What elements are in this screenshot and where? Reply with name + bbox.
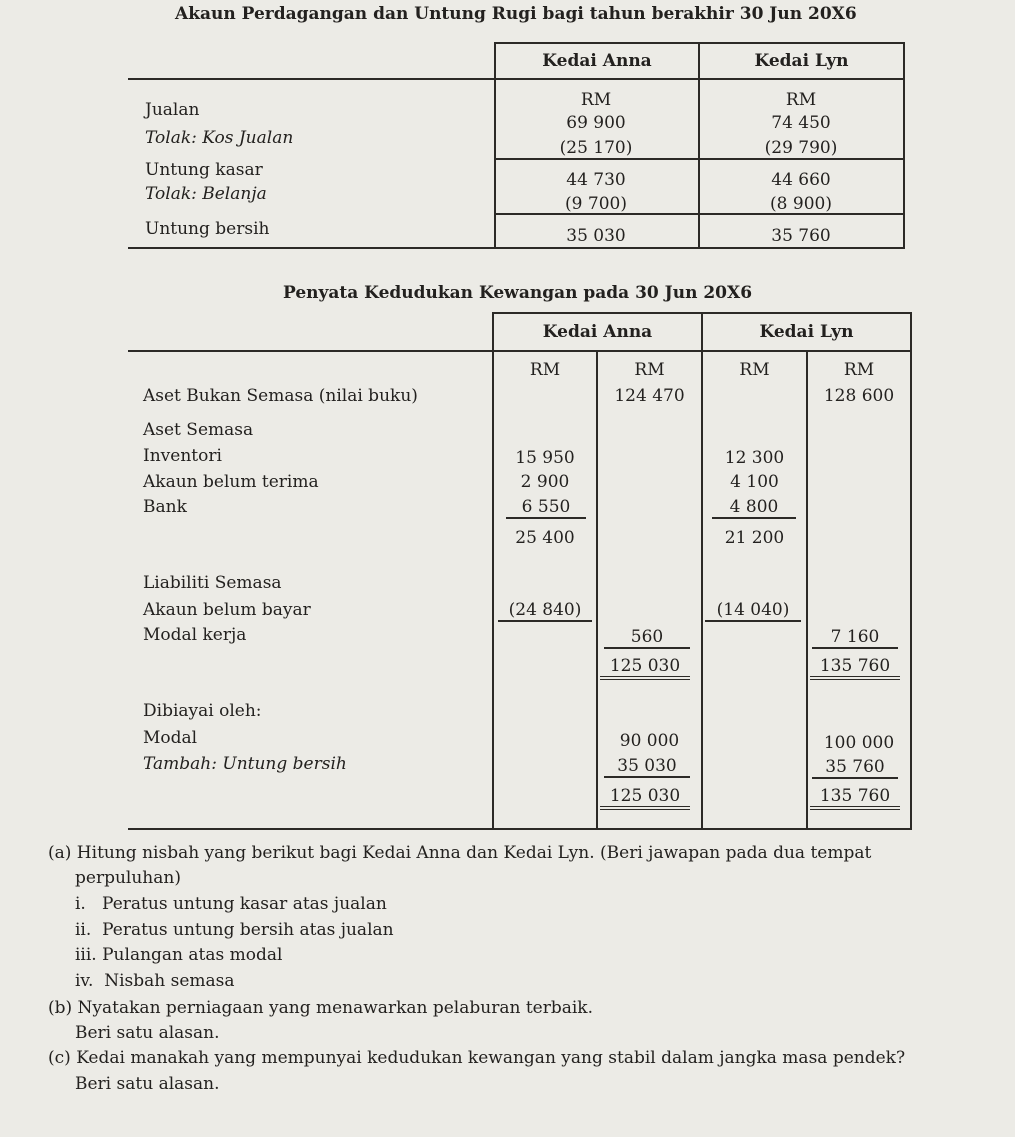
balance-anna-bank: 6 550 (506, 497, 586, 519)
balance-lyn-receivables: 4 100 (730, 472, 779, 492)
trading-anna-gross-profit: 44 730 (566, 170, 626, 190)
question-a-item-ii: ii. Peratus untung bersih atas jualan (75, 920, 394, 940)
balance-header-lyn: Kedai Lyn (702, 313, 911, 351)
balance-label-bank: Bank (143, 497, 187, 517)
trading-anna-net-profit: 35 030 (566, 226, 626, 246)
balance-anna-receivables: 2 900 (520, 472, 570, 492)
question-c-continued: Beri satu alasan. (75, 1074, 220, 1094)
balance-label-capital: Modal (143, 728, 198, 748)
question-a-continued: perpuluhan) (75, 868, 181, 888)
balance-anna-inventory: 15 950 (515, 448, 575, 468)
trading-lyn-cost-of-sales: (29 790) (764, 138, 838, 158)
balance-anna-col1-currency: RM (529, 360, 561, 380)
trading-account-title: Akaun Perdagangan dan Untung Rugi bagi tahun berakhir 30 Jun 20X6 (175, 4, 857, 24)
balance-label-add-net-profit: Tambah: Untung bersih (143, 754, 347, 774)
balance-lyn-col1-currency: RM (739, 360, 770, 380)
trading-label-cost-of-sales: Tolak: Kos Jualan (145, 128, 294, 148)
balance-label-payables: Akaun belum bayar (143, 600, 311, 620)
balance-header-anna: Kedai Anna (493, 313, 702, 351)
question-a-item-iv: iv. Nisbah semasa (75, 971, 235, 991)
balance-lyn-total-current: 21 200 (724, 528, 785, 548)
balance-sheet-title: Penyata Kedudukan Kewangan pada 30 Jun 20X6 (283, 283, 753, 303)
trading-anna-currency: RM (580, 90, 612, 110)
question-b-continued: Beri satu alasan. (75, 1023, 220, 1043)
balance-label-inventory: Inventori (143, 446, 222, 466)
balance-lyn-payables: (14 040) (705, 600, 801, 622)
trading-label-sales: Jualan (145, 100, 200, 120)
balance-lyn-inventory: 12 300 (724, 448, 785, 468)
balance-anna-working-capital: 560 (604, 627, 690, 649)
balance-label-receivables: Akaun belum terima (143, 472, 319, 492)
question-b: (b) Nyatakan perniagaan yang menawarkan pelaburan terbaik. (48, 998, 593, 1018)
balance-lyn-total: 135 760 (810, 656, 900, 680)
balance-anna-non-current: 124 470 (614, 386, 685, 406)
balance-lyn-net-profit: 35 760 (812, 757, 898, 779)
balance-lyn-col2-currency: RM (843, 360, 875, 380)
balance-anna-total: 125 030 (600, 656, 690, 680)
balance-label-working-capital: Modal kerja (143, 625, 247, 645)
balance-lyn-working-capital: 7 160 (812, 627, 898, 649)
balance-lyn-bank: 4 800 (712, 497, 796, 519)
question-c: (c) Kedai manakah yang mempunyai kedudukan kewangan yang stabil dalam jangka masa pendek? (48, 1048, 906, 1068)
balance-anna-total-financed: 125 030 (600, 786, 690, 810)
trading-label-gross-profit: Untung kasar (145, 160, 263, 180)
trading-lyn-gross-profit: 44 660 (771, 170, 831, 190)
question-a-item-iii: iii. Pulangan atas modal (75, 945, 283, 965)
balance-anna-net-profit: 35 030 (604, 756, 690, 778)
balance-anna-payables: (24 840) (498, 600, 592, 622)
trading-lyn-sales: 74 450 (771, 113, 831, 133)
balance-label-financed-by: Dibiayai oleh: (143, 701, 262, 721)
balance-anna-total-current: 25 400 (515, 528, 575, 548)
trading-lyn-currency: RM (785, 90, 817, 110)
balance-label-current-liabilities: Liabiliti Semasa (143, 573, 282, 593)
trading-label-expenses: Tolak: Belanja (145, 184, 267, 204)
trading-anna-sales: 69 900 (566, 113, 626, 133)
balance-lyn-total-financed: 135 760 (810, 786, 900, 810)
question-a-item-i: i. Peratus untung kasar atas jualan (75, 894, 387, 914)
balance-lyn-capital: 100 000 (823, 733, 895, 753)
balance-label-non-current-assets: Aset Bukan Semasa (nilai buku) (143, 386, 418, 406)
balance-label-current-assets: Aset Semasa (143, 420, 254, 440)
trading-header-anna: Kedai Anna (495, 43, 699, 79)
trading-lyn-net-profit: 35 760 (771, 226, 831, 246)
balance-anna-col2-currency: RM (634, 360, 665, 380)
balance-lyn-non-current: 128 600 (823, 386, 895, 406)
trading-label-net-profit: Untung bersih (145, 219, 270, 239)
question-a: (a) Hitung nisbah yang berikut bagi Kedai Anna dan Kedai Lyn. (Beri jawapan pada dua tempat (48, 843, 872, 863)
trading-anna-cost-of-sales: (25 170) (559, 138, 633, 158)
trading-header-lyn: Kedai Lyn (699, 43, 904, 79)
balance-anna-capital: 90 000 (619, 731, 680, 751)
trading-anna-expenses: (9 700) (565, 194, 627, 214)
trading-lyn-expenses: (8 900) (770, 194, 832, 214)
